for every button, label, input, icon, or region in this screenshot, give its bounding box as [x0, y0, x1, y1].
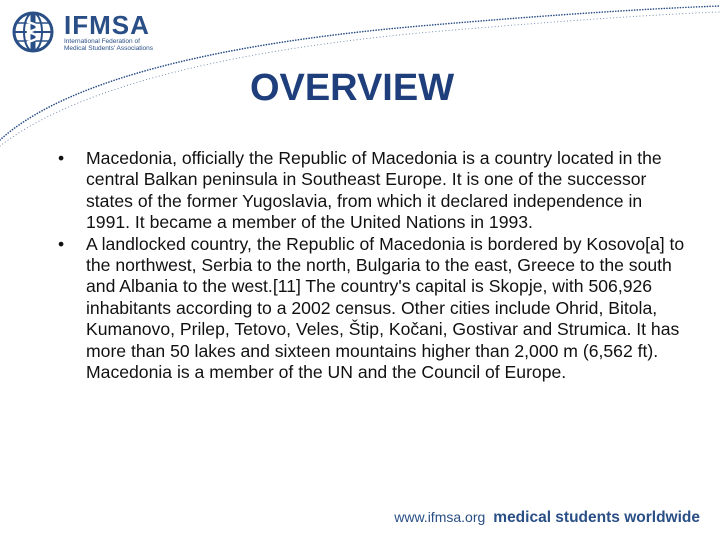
- logo-wordmark: IFMSA: [64, 9, 150, 40]
- footer-url: www.ifmsa.org: [394, 509, 486, 525]
- logo-subtitle: International Federation of Medical Students' Associations: [64, 37, 154, 52]
- ifmsa-logo: [10, 10, 164, 54]
- bullet-marker: •: [58, 148, 65, 168]
- slide-title: [0, 66, 720, 110]
- footer-tagline: medical students worldwide: [493, 509, 700, 526]
- bullet-item: [58, 234, 688, 384]
- globe-caduceus-icon: [10, 10, 56, 54]
- bullet-list: [58, 148, 688, 383]
- bullet-item: [58, 148, 688, 234]
- bullet-marker: •: [58, 233, 65, 254]
- bullet-text: Macedonia, officially the Republic of Macedonia is a country located in the central Balkan peninsula in Southeast Europe. It is one of the successor states of the former Yugoslavia, from which it declared independence in 1991. It became a member of the United Nations in 1993.: [86, 148, 662, 233]
- footer: [394, 509, 700, 531]
- slide-title-text: OVERVIEW: [249, 67, 455, 109]
- bullet-text: A landlocked country, the Republic of Macedonia is bordered by Kosovo[a] to the northwest, Serbia to the north, Bulgaria to the east, Greece to the south and Albania to the west.[11] The country's capital is Skopje, with 506,926 inhabitants according to a 2002 census. Other cities include Ohrid, Bitola, Kumanovo, Prilep, Tetovo, Veles, Štip, Kočani, Gostivar and Strumica. It has more than 50 lakes and sixteen mountains higher than 2,000 m (6,562 ft). Macedonia is a member of the UN and the Council of Europe.: [86, 233, 685, 383]
